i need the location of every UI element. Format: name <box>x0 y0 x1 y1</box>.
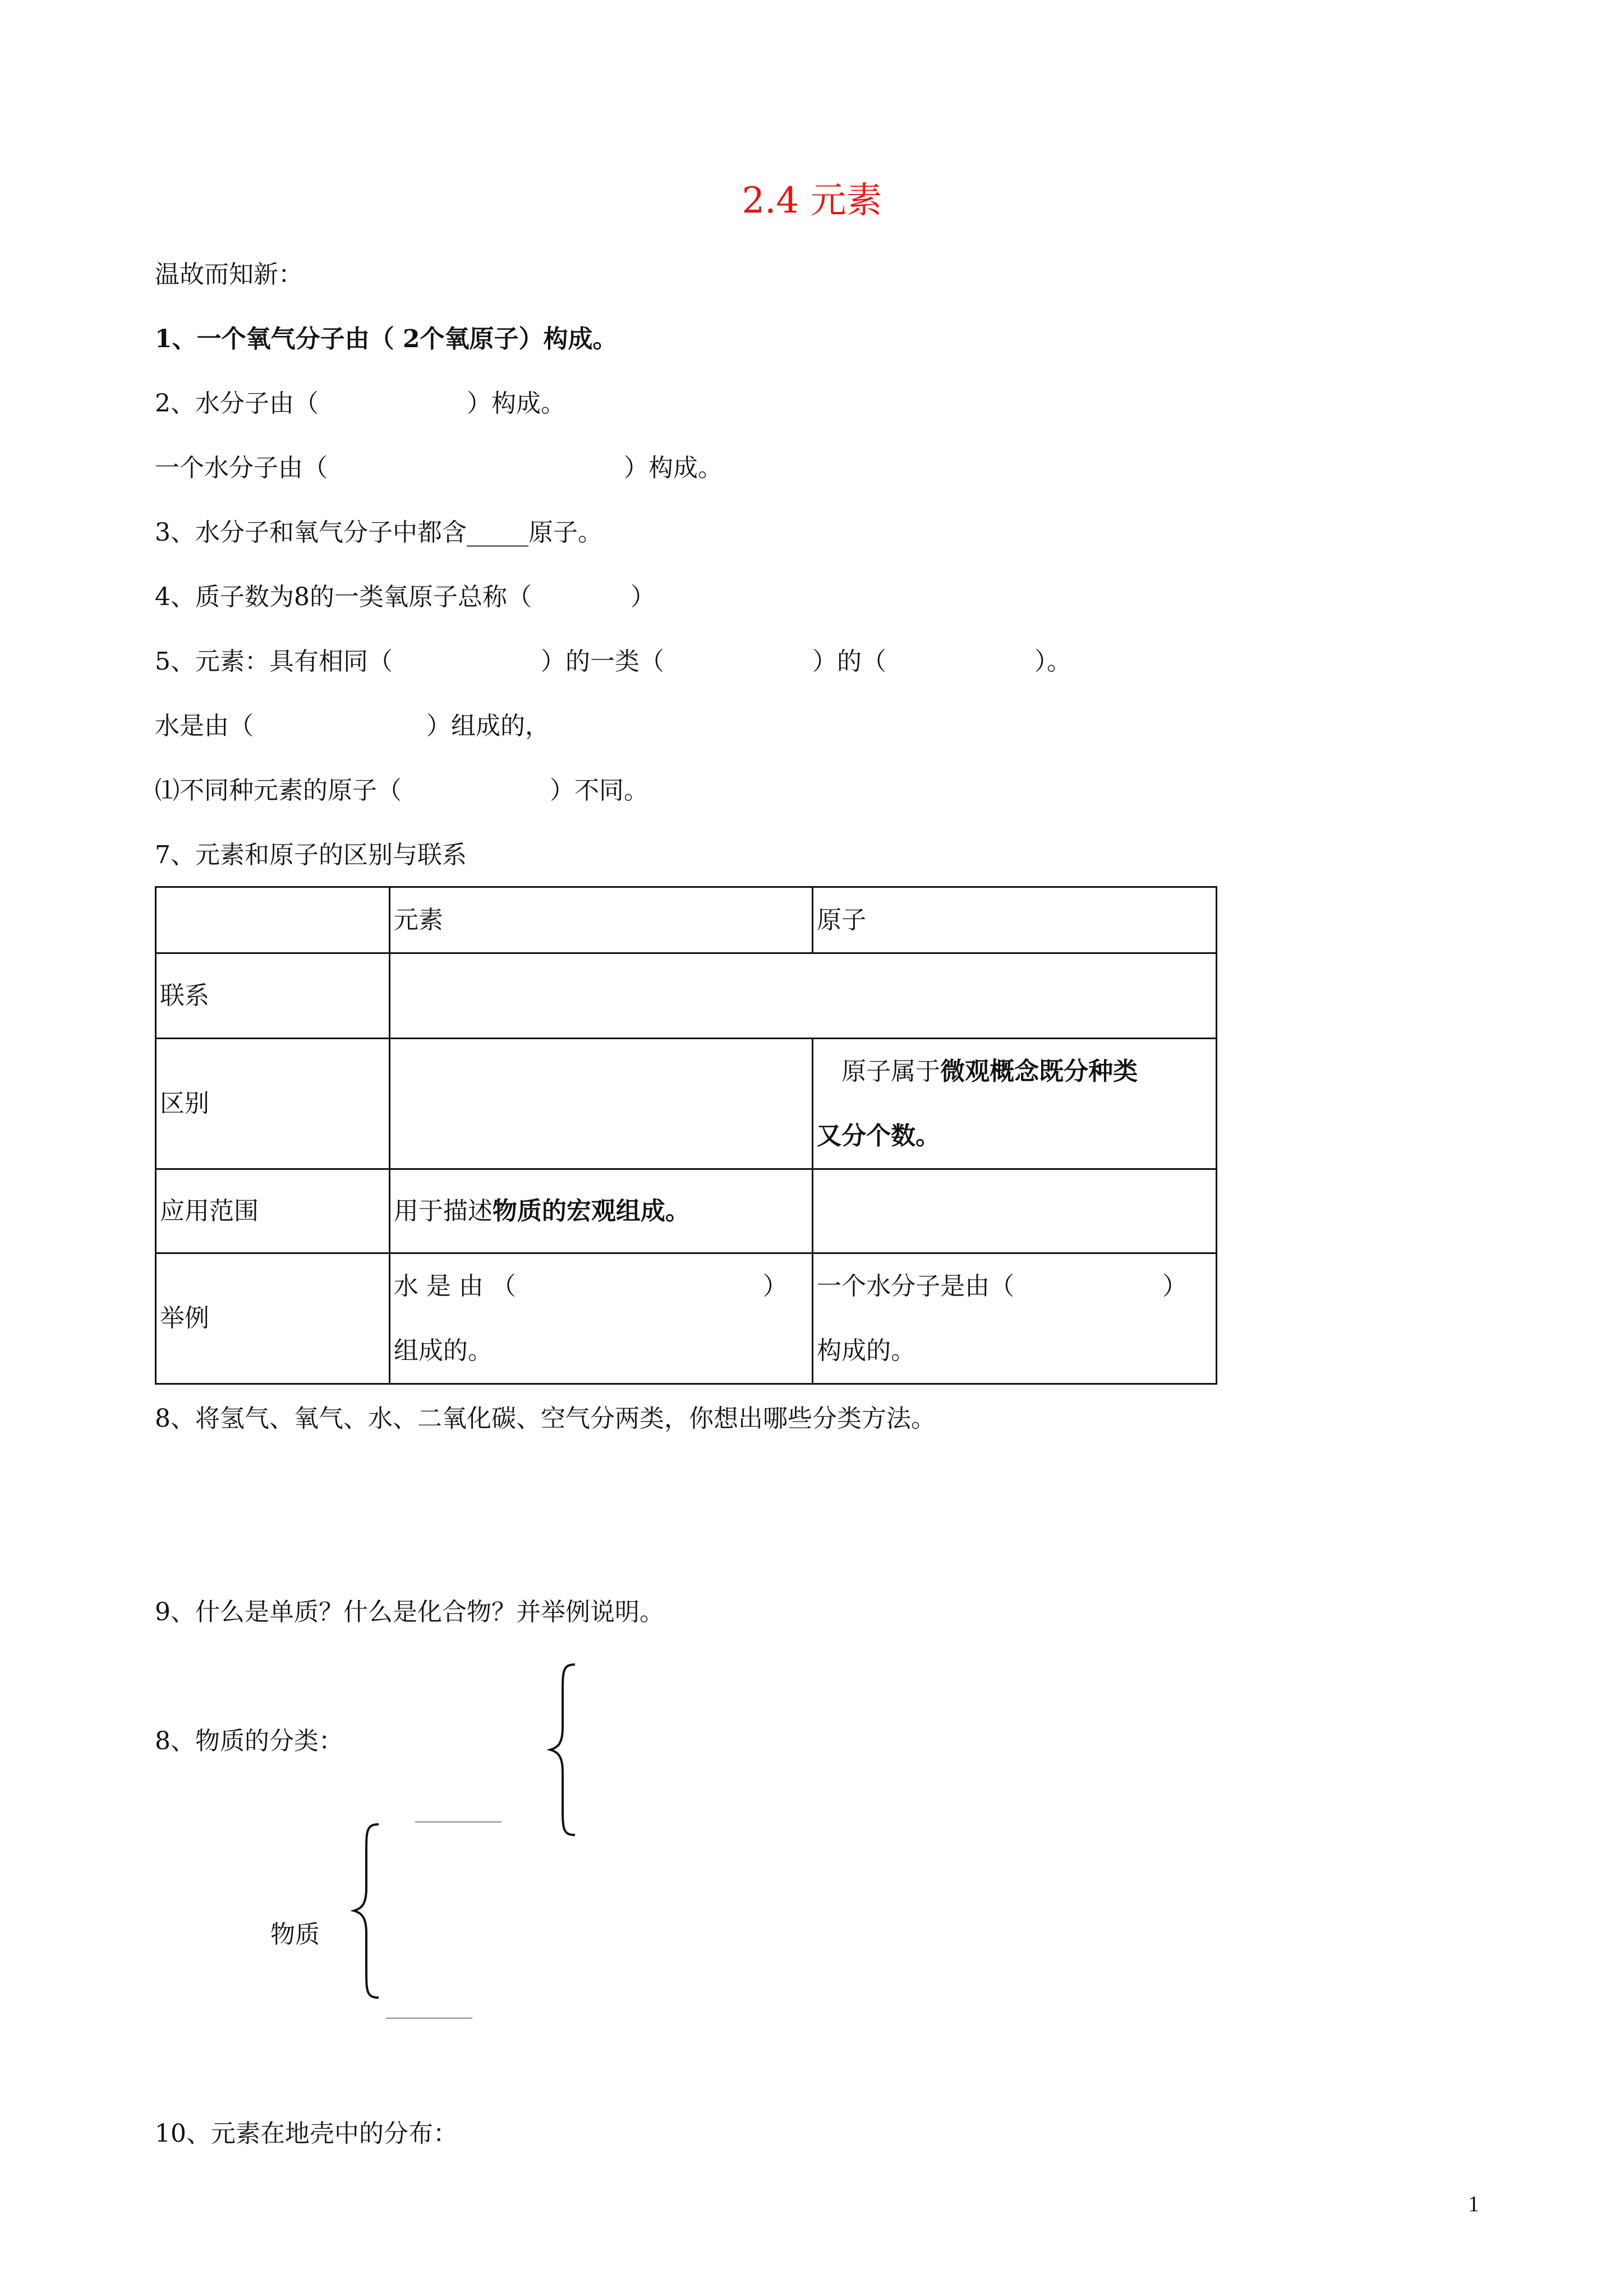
juli-element-text-2: 组成的。 <box>393 1336 493 1365</box>
question-7: 7、元素和原子的区别与联系 <box>155 841 467 869</box>
juli-element-text-1: 水 是 由 （ ） <box>393 1272 788 1301</box>
lower-brace-icon <box>351 1820 384 2002</box>
cell-qubie-atom <box>813 1039 1217 1169</box>
blank-upper: _______ <box>415 1794 502 1823</box>
table-cell-corner <box>156 887 390 953</box>
page-number: 1 <box>1468 2191 1479 2216</box>
cell-lianxi <box>389 953 1216 1039</box>
qubie-atom-text-2: 又分个数。 <box>817 1122 941 1150</box>
upper-brace-icon <box>547 1660 581 1839</box>
yingyong-text-b: 物质的宏观组成。 <box>492 1196 690 1225</box>
question-3: 3、水分子和氧气分子中都含_____原子。 <box>155 518 602 547</box>
cell-juli-atom <box>813 1253 1217 1384</box>
table-row-lianxi <box>156 953 1217 1039</box>
juli-atom-text-1: 一个水分子是由（ ） <box>817 1272 1188 1301</box>
row-label-juli: 举例 <box>156 1253 390 1384</box>
question-10: 10、元素在地壳中的分布： <box>155 2119 458 2148</box>
table-row-yingyong <box>156 1169 1217 1253</box>
page-title: 2.4 元素 <box>742 180 882 222</box>
question-8b: 8、物质的分类： <box>155 1727 343 1755</box>
question-9: 9、什么是单质？什么是化合物？并举例说明。 <box>155 1598 664 1626</box>
qubie-atom-text-1: 原子属于 <box>841 1057 941 1086</box>
cell-juli-element <box>389 1253 812 1384</box>
question-5: 5、元素：具有相同（ ）的一类（ ）的（ ）。 <box>155 647 1071 676</box>
question-4: 4、质子数为8的一类氧原子总称（ ） <box>155 583 655 611</box>
question-5c: ⑴不同种元素的原子（ ）不同。 <box>155 776 648 805</box>
table-header-atom: 原子 <box>813 887 1217 953</box>
cell-yingyong-atom <box>813 1169 1217 1253</box>
table-row-juli <box>156 1253 1217 1384</box>
intro-label: 温故而知新： <box>155 260 303 289</box>
table-header-row <box>156 887 1217 953</box>
element-atom-table <box>155 886 1217 1385</box>
juli-atom-text-2: 构成的。 <box>817 1336 916 1365</box>
blank-lower: _______ <box>386 1990 472 2019</box>
question-2a: 2、水分子由（ ）构成。 <box>155 389 565 418</box>
question-2b: 一个水分子由（ ）构成。 <box>155 454 723 482</box>
cell-yingyong-element <box>389 1169 812 1253</box>
row-label-yingyong: 应用范围 <box>156 1169 390 1253</box>
table-header-element: 元素 <box>389 887 812 953</box>
yingyong-text-a: 用于描述 <box>393 1196 493 1225</box>
question-8: 8、将氢气、氧气、水、二氧化碳、空气分两类，你想出哪些分类方法。 <box>155 1404 936 1433</box>
row-label-lianxi: 联系 <box>156 953 390 1039</box>
row-label-qubie: 区别 <box>156 1039 390 1169</box>
cell-qubie-element <box>389 1039 812 1169</box>
qubie-atom-text-1b: 微观概念既分种类 <box>940 1057 1138 1086</box>
wuzhi-label: 物质 <box>270 1920 320 1949</box>
table-row-qubie <box>156 1039 1217 1169</box>
question-1: 1、一个氧气分子由（ 2个氧原子）构成。 <box>155 325 618 353</box>
question-5b: 水是由（ ）组成的， <box>155 712 550 740</box>
